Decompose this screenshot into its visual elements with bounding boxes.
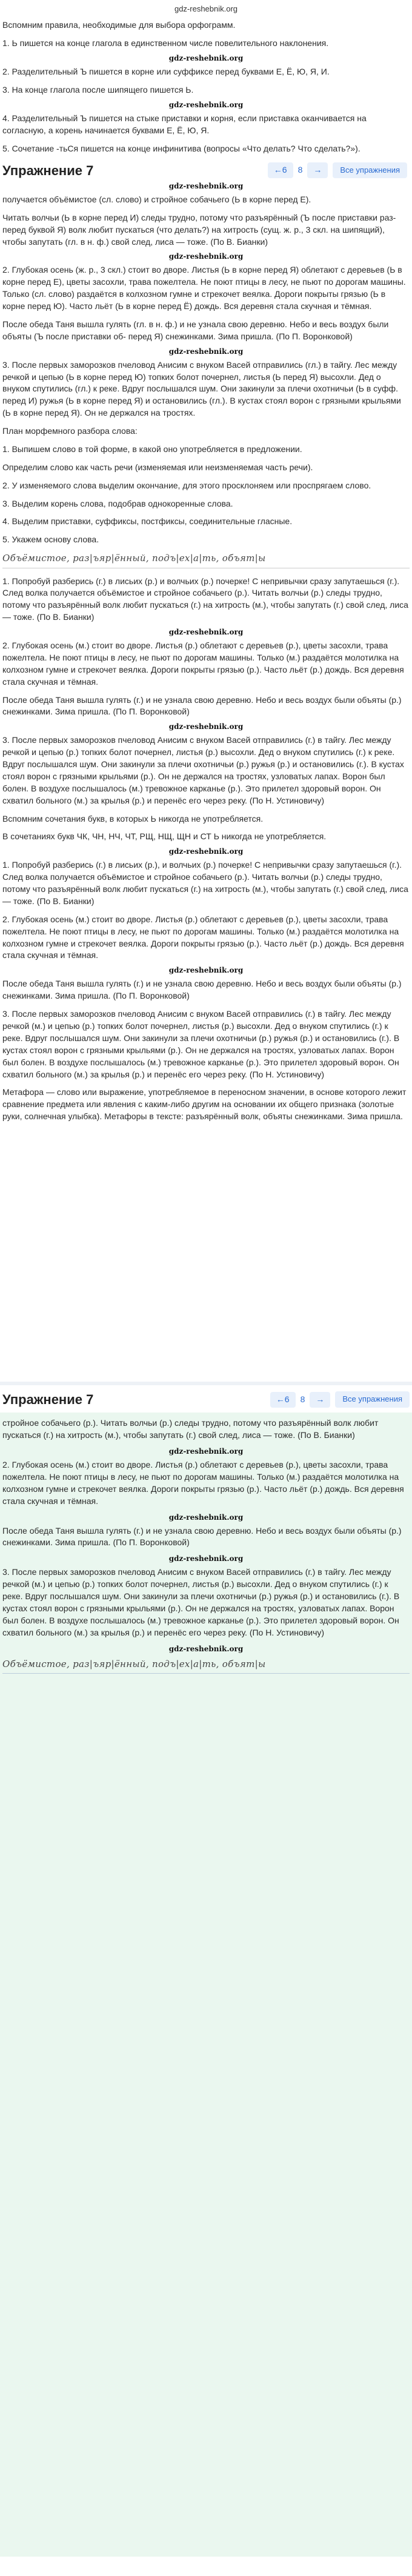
paragraph: 3. После первых заморозков пчеловод Анисим с внуком Васей отправились (гл.) в тайгу. Лес между речкой и цепью (Ь в корне перед Ю) топких болот почернел, листья (Ь перед Я) высохли. Дед о внуком спутились (гл.) к реке. Вдруг послышался шум. Они закинули за плечи охотничьи (Ь в суфф. перед И) ружья (Ь в корне перед Я) и остановились (гл.). В кустах стоял ворон с грязными крыльями (Ь в корне перед Я). Он не держался на тростях. xyxy=(2,359,401,418)
watermark: gdz-reshebnik.org xyxy=(168,347,244,356)
watermark: gdz-reshebnik.org xyxy=(168,1446,244,1456)
paragraph: получается объёмистое (сл. слово) и стройное собачьего (Ь в корне перед Е). xyxy=(2,194,311,204)
exercise-text: 2. Глубокая осень (м.) стоит во дворе. Листья (р.) облетают с деревьев (р.), цветы засохли, трава пожелтела. Не поют птицы в лесу, не пьют по дорогам машины. Только (м.) раздаётся молотилка на колхозном гумне и стрекочет веялка. Дороги покрыты грязью (р.). Часто льёт (р.) дождь. Вся деревня стала скучная и тёмная. xyxy=(2,641,404,687)
exercise-text: 2. Глубокая осень (м.) стоит во дворе. Листья (р.) облетают с деревьев (р.), цветы засохли, трава пожелтела. Не поют птицы в лесу, не пьют по дорогам машины. Только (м.) раздаётся молотилка на колхозном гумне и стрекочет веялка. Дороги покрыты грязью (р.). Часто льёт (р.) дождь. Вся деревня стала скучная и тёмная. xyxy=(2,1460,404,1506)
exercise-text: 2. Глубокая осень (м.) стоит во дворе. Листья (р.) облетают с деревьев (р.), цветы засохли, трава пожелтела. Не поют птицы в лесу, не пьют по дорогам машины. Только (м.) раздаётся молотилка на колхозном гумне и стрекочет веялка. Дороги покрыты грязью (р.). Часто льёт (р.) дождь. Вся деревня стала скучная и тёмная. xyxy=(2,914,404,960)
exercise-text: После обеда Таня вышла гулять (г.) и не узнала свою деревню. Небо и весь воздух были объяты (р.) снежинками. Зима пришла. (По П. Воронковой) xyxy=(2,694,402,717)
rules-list xyxy=(2,38,410,155)
exercise-text: стройное собачьего (р.). Читать волчьи (р.) следы трудно, потому что разъярённый волк любит пускаться (г.) на хитрость (м.), чтобы запутать (г.) свой след, лиса — тоже. (По В. Бианки) xyxy=(2,1418,379,1440)
watermark: gdz-reshebnik.org xyxy=(168,181,244,190)
rule-item: 5. Сочетание -тьСя пишется на конце инфинитива (вопросы «Что делать? Что сделать?»). xyxy=(2,143,360,153)
exercise-text: 3. После первых заморозков пчеловод Анисим с внуком Васей отправились (г.) в тайгу. Лес между речкой (м.) и цепью (р.) топких болот почернел, листья (р.) высохли. Дед о внуком спутились (г.) к реке. Вдруг послышался шум. Они закинули за плечи охотничьи (р.) ружья (р.) и остановились (г.). В кустах стоял ворон с грязными крыльями (р.). Он не держался на тростях, узловатых лапах. Ворон был болен. В воздухе послышалось (м.) тревожное карканье (р.). Это прилетел здоровый ворон. Он схватил больного (м.) за крылья (р.) и перенёс его через реку. (По Н. Устиновичу) xyxy=(2,1567,400,1637)
plan-step: 1. Выпишем слово в той форме, в какой оно употребляется в предложении. xyxy=(2,444,302,454)
exercise-text: 3. После первых заморозков пчеловод Анисим с внуком Васей отправились (г.) в тайгу. Лес между речкой и цепью (р.) топких болот почернел, листья (р.) высохли. Дед о внуком спутились (г.) к реке. Вдруг послышался шум. Они закинули за плечи охотничьи (р.) ружья (р.) и остановились (г.). В кустах стоял ворон с грязными крыльями (р.). Он не держался на тростях, узловатых лапах. Ворон был болен. В воздухе послышалось (м.) тревожное карканье (р.). Это прилетел здоровый ворон. Он схватил больного (м.) за крылья (р.) и перенёс его через реку. (По Н. Устиновичу) xyxy=(2,735,404,805)
plan-step: Определим слово как часть речи (изменяемая или неизменяемая часть речи). xyxy=(2,462,313,472)
exercise-text: Метафора — слово или выражение, употребляемое в переносном значении, в основе которого лежит сравнение предмета или явления с каким-либо другим на основании их общего признака (золотые руки, солнечная улыбка). Метафоры в тексте: разъярённый волк, объяты снежинками. Зима пришла. xyxy=(2,1087,407,1122)
paragraph: Читать волчьи (Ь в корне перед И) следы трудно, потому что разъярённый (Ъ после приставки раз- перед буквой Я) волк любит пускаться (что делать?) на хитрость (сущ. ж. р., 3 скл. на шипящий), чтобы запутать (гл. в н. ф.) свой след, лиса — тоже. (По В. Бианки) xyxy=(2,212,396,247)
rule-item: 2. Разделительный Ъ пишется в корне или суффиксе перед буквами Е, Ё, Ю, Я, И. xyxy=(2,67,330,77)
exercise-text: После обеда Таня вышла гулять (г.) и не узнала свою деревню. Небо и весь воздух были объяты (р.) снежинками. Зима пришла. (По П. Воронковой) xyxy=(2,1525,402,1548)
exercise-title: Упражнение 7 xyxy=(2,162,94,178)
highlighted-answer xyxy=(0,1413,412,2557)
morpheme-analysis: Объёмистое, раз|ъяр|ённый, подъ|ех|а|ть, объят|ы xyxy=(2,552,410,568)
watermark: gdz-reshebnik.org xyxy=(168,847,244,856)
exercise-nav xyxy=(268,162,407,178)
rule-item: 4. Разделительный Ъ пишется на стыке приставки и корня, если приставка оканчивается на согласную, а корень начинается буквами Е, Ё, Ю, Я. xyxy=(2,113,367,135)
exercise-text: 1. Попробуй разберись (г.) в лисьих (р.) и волчьих (р.) почерке! С непривычки сразу запутаешься (г.). След волка получается объёмистое и стройное собачьего (р.). Читать волчьи (р.) следы трудно, потому что разъярённый волк любит пускаться (г.) на хитрость (м.), чтобы запутать (г.) свой след, лиса — тоже. (По В. Бианки) xyxy=(2,576,408,622)
plan-step: 5. Укажем основу слова. xyxy=(2,534,99,545)
prev-exercise-button[interactable]: ←6 xyxy=(268,162,293,178)
exercise-text: 1. Попробуй разберись (г.) в лисьих (р.), и волчьих (р.) почерке! С непривычки сразу запутаешься (г.). След волка получается объёмистое и стройное собачьего (р.). Читать волчьи (р.) следы трудно, потому что разъярённый волк любит пускаться (г.) на хитрость (м.), чтобы запутать (г.) свой след, лиса — тоже. (По В. Бианки) xyxy=(2,860,408,906)
all-exercises-button[interactable]: Все упражнения xyxy=(333,162,407,178)
intro-text: Вспомним правила, необходимые для выбора орфограмм. xyxy=(2,20,236,30)
exercise-text: Вспомним сочетания букв, в которых Ь никогда не употребляется. xyxy=(2,813,264,824)
exercise-nav xyxy=(270,1391,410,1407)
plan-step: 3. Выделим корень слова, подобрав однокоренные слова. xyxy=(2,498,233,508)
watermark: gdz-reshebnik.org xyxy=(168,966,244,975)
next-exercise-button[interactable]: → xyxy=(310,1392,330,1408)
watermark: gdz-reshebnik.org xyxy=(168,100,244,109)
exercise-header-repeat xyxy=(0,1390,412,1409)
all-exercises-button[interactable]: Все упражнения xyxy=(335,1391,410,1407)
rule-item: 1. Ь пишется на конце глагола в единственном числе повелительного наклонения. xyxy=(2,38,329,48)
prev-exercise-button[interactable]: ←6 xyxy=(270,1392,296,1408)
plan-title: План морфемного разбора слова: xyxy=(2,426,138,436)
plan-step: 2. У изменяемого слова выделим окончание, для этого просклоняем или проспрягаем слово. xyxy=(2,480,371,490)
exercise-text: После обеда Таня вышла гулять (г.) и не узнала свою деревню. Небо и весь воздух были объяты (р.) снежинками. Зима пришла. (По П. Воронковой) xyxy=(2,979,402,1001)
content-top xyxy=(0,17,412,1123)
exercise-text: В сочетаниях букв ЧК, ЧН, НЧ, ЧТ, РЩ, НЩ, ЩН и СТ Ь никогда не употребляется. xyxy=(2,831,327,842)
watermark: gdz-reshebnik.org xyxy=(168,54,244,63)
watermark: gdz-reshebnik.org xyxy=(168,1513,244,1522)
paragraph: 2. Глубокая осень (ж. р., 3 скл.) стоит во дворе. Листья (Ь в корне перед Я) облетают с деревьев (Ь в корне перед Е), цветы засохли, трава пожелтела. Не поют птицы в лесу, не пьют по дорогам машины. Только (сл. слово) раздаётся в колхозном гумне и стрекочет веялка. Дороги покрыты грязью (Ь в корне перед Ю). Часто льёт (Ь в корне перед Ё) дождь. Вся деревня стала скучная и тёмная. xyxy=(2,265,406,311)
rule-item: 3. На конце глагола после шипящего пишется Ь. xyxy=(2,85,194,95)
next-exercise-button[interactable]: → xyxy=(307,162,328,178)
exercise-title: Упражнение 7 xyxy=(2,1392,94,1407)
paragraph: После обеда Таня вышла гулять (гл. в н. ф.) и не узнала свою деревню. Небо и весь воздух были объяты (Ъ после приставки об- перед Я) снежинками. Зима пришла. (По П. Воронковой) xyxy=(2,319,389,341)
watermark: gdz-reshebnik.org xyxy=(168,722,244,731)
current-exercise-link[interactable]: 8 xyxy=(297,165,303,175)
exercise-header xyxy=(2,161,410,180)
watermark: gdz-reshebnik.org xyxy=(168,252,244,261)
watermark: gdz-reshebnik.org xyxy=(168,1554,244,1563)
watermark: gdz-reshebnik.org xyxy=(168,628,244,637)
current-exercise-link[interactable]: 8 xyxy=(300,1394,305,1404)
panel-bottom xyxy=(0,1385,412,2576)
exercise-text: 3. После первых заморозков пчеловод Анисим с внуком Васей отправились (г.) в тайгу. Лес между речкой (м.) и цепью (р.) топких болот почернел, листья (р.) высохли. Дед о внуком спутились (г.) к реке. Вдруг послышался шум. Они закинули за плечи охотничьи (р.) ружья (р.) и остановились (г.). В кустах стоял ворон с грязными крыльями (р.). Он не держался на тростях, узловатых лапах. Ворон был болен. В воздухе послышалось (м.) тревожное карканье (р.). Это прилетел здоровый ворон. Он схватил больного (м.) за крылья (р.) и перенёс его через реку. (По Н. Устиновичу) xyxy=(2,1009,400,1079)
plan-step: 4. Выделим приставки, суффиксы, постфиксы, соединительные гласные. xyxy=(2,516,293,527)
watermark: gdz-reshebnik.org xyxy=(168,1644,244,1653)
morpheme-analysis: Объёмистое, раз|ъяр|ённый, подъ|ех|а|ть, объят|ы xyxy=(2,1658,410,1674)
site-url[interactable]: gdz-reshebnik.org xyxy=(174,4,238,13)
